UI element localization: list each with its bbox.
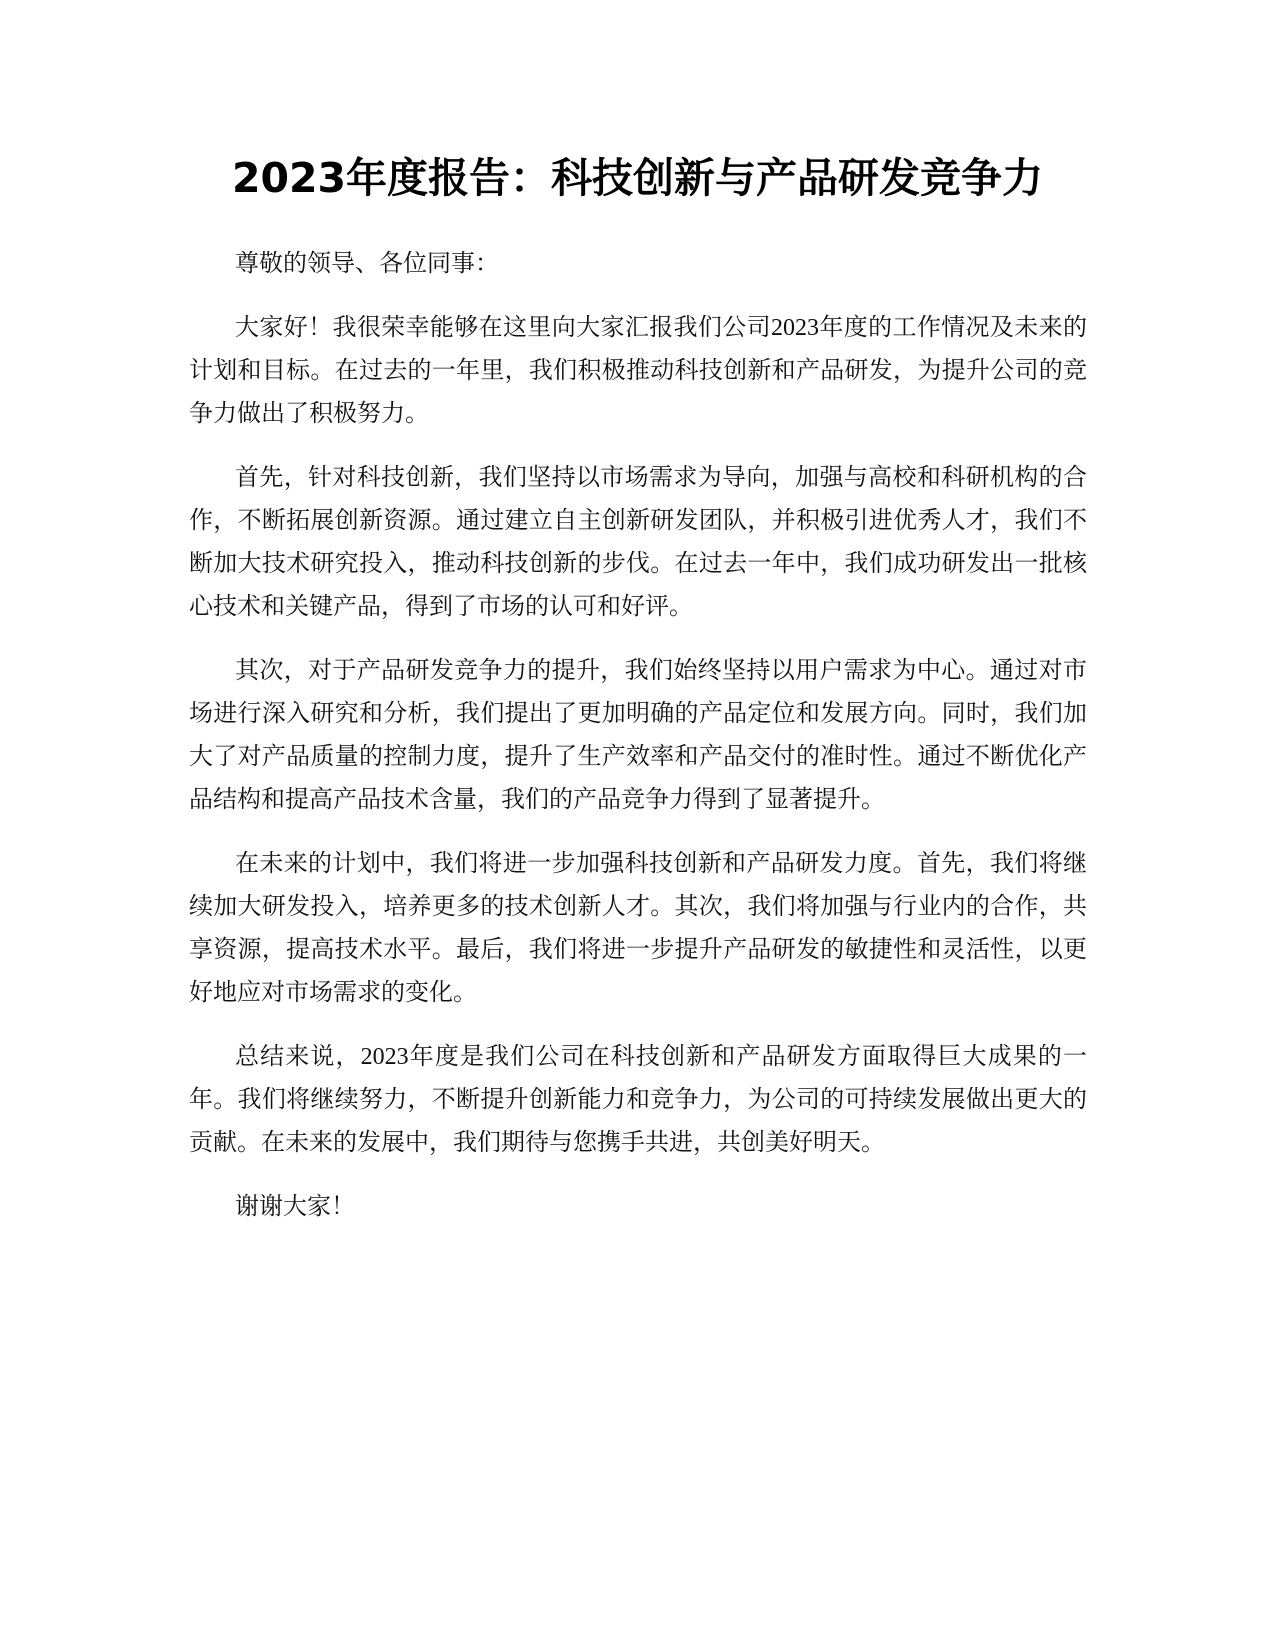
future-plan-paragraph: 在未来的计划中，我们将进一步加强科技创新和产品研发力度。首先，我们将继续加大研发投入，培养更多的技术创新人才。其次，我们将加强与行业内的合作，共享资源，提高技术水平。最后，我们将进一步提升产品研发的敏捷性和灵活性，以更好地应对市场需求的变化。	[189, 851, 1087, 1006]
document-title: 2023年度报告：科技创新与产品研发竞争力	[231, 154, 1044, 202]
intro-paragraph: 大家好！我很荣幸能够在这里向大家汇报我们公司2023年度的工作情况及未来的计划和目标。在过去的一年里，我们积极推动科技创新和产品研发，为提升公司的竞争力做出了积极努力。	[189, 315, 1087, 427]
document-body	[189, 243, 1087, 1250]
salutation-paragraph: 尊敬的领导、各位同事：	[235, 251, 499, 277]
closing-paragraph: 谢谢大家！	[235, 1194, 355, 1220]
product-competitiveness-paragraph: 其次，对于产品研发竞争力的提升，我们始终坚持以用户需求为中心。通过对市场进行深入研究和分析，我们提出了更加明确的产品定位和发展方向。同时，我们加大了对产品质量的控制力度，提升了生产效率和产品交付的准时性。通过不断优化产品结构和提高产品技术含量，我们的产品竞争力得到了显著提升。	[189, 658, 1087, 813]
tech-innovation-paragraph: 首先，针对科技创新，我们坚持以市场需求为导向，加强与高校和科研机构的合作，不断拓展创新资源。通过建立自主创新研发团队，并积极引进优秀人才，我们不断加大技术研究投入，推动科技创新的步伐。在过去一年中，我们成功研发出一批核心技术和关键产品，得到了市场的认可和好评。	[189, 465, 1087, 620]
summary-paragraph: 总结来说，2023年度是我们公司在科技创新和产品研发方面取得巨大成果的一年。我们将继续努力，不断提升创新能力和竞争力，为公司的可持续发展做出更大的贡献。在未来的发展中，我们期待与您携手共进，共创美好明天。	[189, 1044, 1087, 1156]
